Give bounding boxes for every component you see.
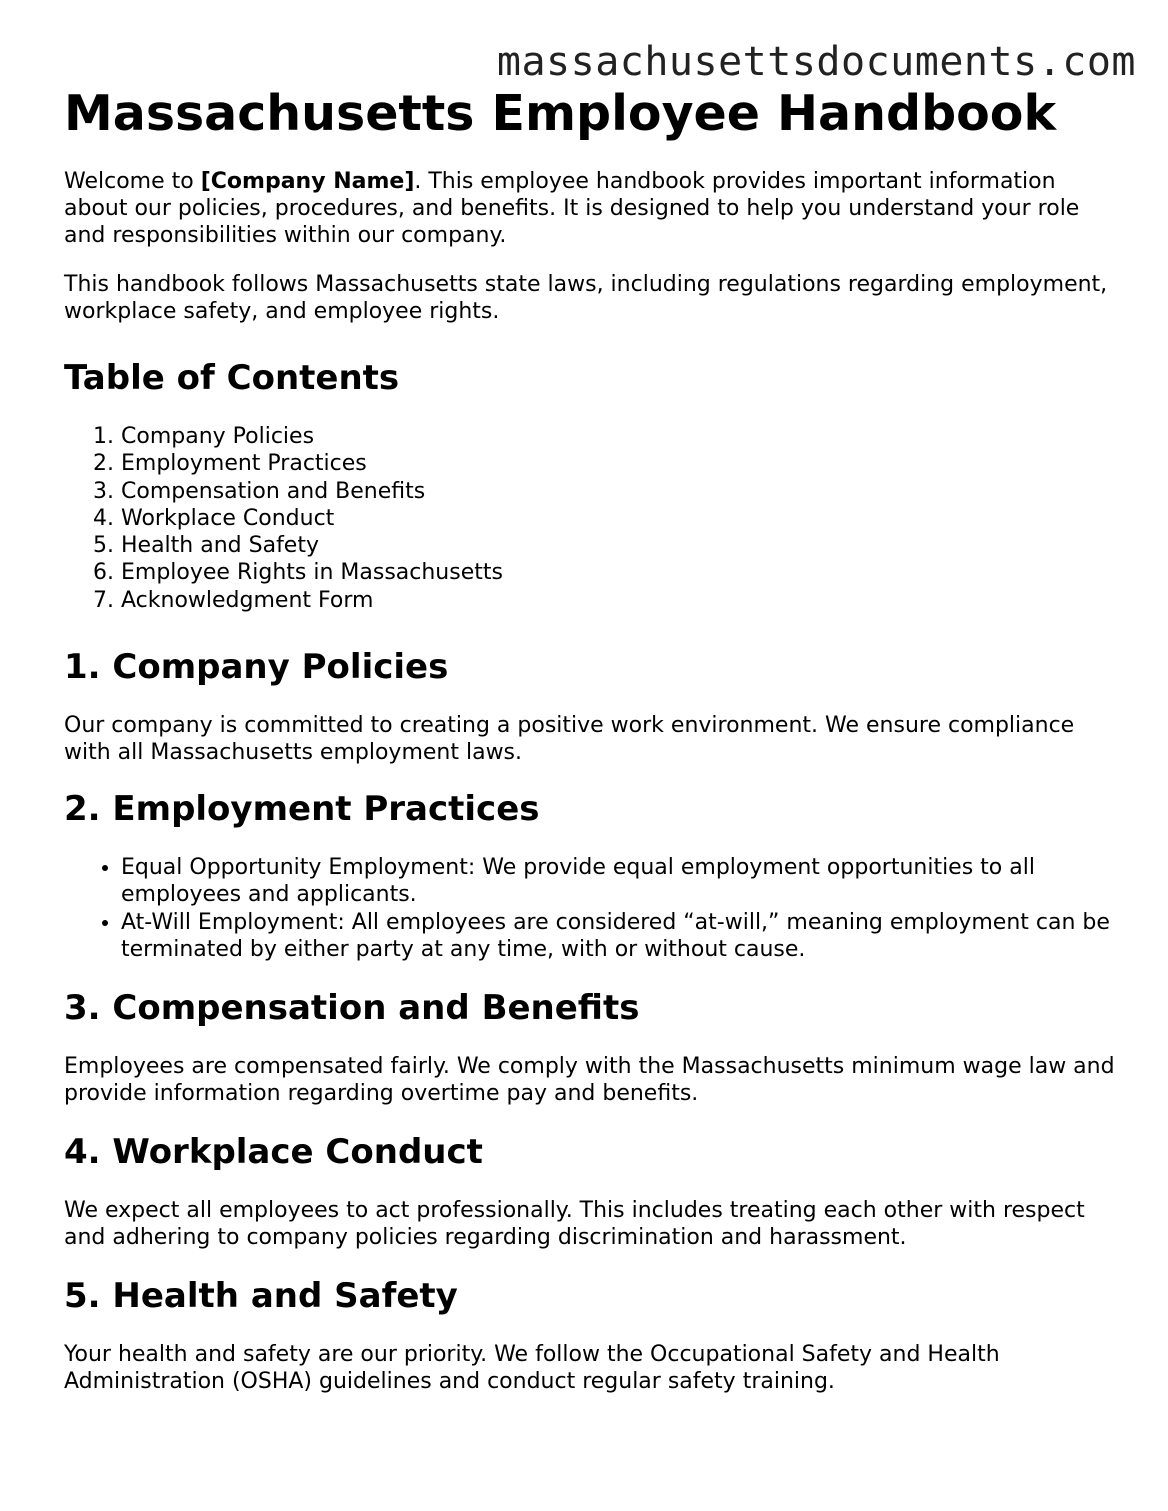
page-title: Massachusetts Employee Handbook: [64, 85, 1057, 142]
section-text-health-safety: Your health and safety are our priority. We follow the Occupational Safety and Health Administration (OSHA) guidelines and conduct regular safety training.: [64, 1342, 1000, 1395]
toc-heading: Table of Contents: [64, 358, 400, 398]
toc-item-company-policies: 1. Company Policies: [121, 423, 1124, 450]
section-heading-workplace-conduct: 4. Workplace Conduct: [64, 1132, 483, 1173]
intro-text-after: . This employee handbook provides important information about our policies, procedures, and benefits. It is designed to help you understand your role and responsibilities within our company.: [64, 169, 1080, 248]
toc-item-acknowledgment-form: 7. Acknowledgment Form: [121, 587, 1124, 614]
section-heading-employment-practices: 2. Employment Practices: [64, 789, 540, 830]
section-heading-company-policies: 1. Company Policies: [64, 647, 449, 688]
company-name-placeholder: [Company Name]: [200, 169, 415, 194]
bullet-equal-opportunity: • Equal Opportunity Employment: We provide equal employment opportunities to all employees and applicants.: [121, 854, 1124, 909]
watermark-site: massachusettsdocuments.com: [496, 39, 1136, 85]
employment-practices-list: [64, 854, 1124, 963]
section-heading-health-safety: 5. Health and Safety: [64, 1276, 458, 1317]
intro-text-before: Welcome to: [64, 169, 201, 194]
intro-laws-paragraph: This handbook follows Massachusetts state laws, including regulations regarding employment, workplace safety, and employee rights.: [64, 272, 1108, 324]
toc-list: [64, 423, 1124, 614]
intro-paragraph: [64, 168, 1124, 249]
bullet-at-will: • At-Will Employment: All employees are considered “at-will,” meaning employment can be terminated by either party at any time, with or without cause.: [121, 909, 1124, 964]
toc-item-health-safety: 5. Health and Safety: [121, 532, 1124, 559]
section-heading-compensation-benefits: 3. Compensation and Benefits: [64, 988, 640, 1029]
toc-item-employee-rights: 6. Employee Rights in Massachusetts: [121, 559, 1124, 586]
section-text-workplace-conduct: We expect all employees to act professionally. This includes treating each other with respect and adhering to company policies regarding discrimination and harassment.: [64, 1198, 1085, 1251]
toc-item-workplace-conduct: 4. Workplace Conduct: [121, 505, 1124, 532]
document-page: [64, 80, 1124, 1417]
toc-item-employment-practices: 2. Employment Practices: [121, 450, 1124, 477]
section-text-company-policies: Our company is committed to creating a positive work environment. We ensure compliance with all Massachusetts employment laws.: [64, 713, 1075, 766]
section-text-compensation-benefits: Employees are compensated fairly. We comply with the Massachusetts minimum wage law and provide information regarding overtime pay and benefits.: [64, 1054, 1115, 1107]
toc-item-compensation-benefits: 3. Compensation and Benefits: [121, 478, 1124, 505]
